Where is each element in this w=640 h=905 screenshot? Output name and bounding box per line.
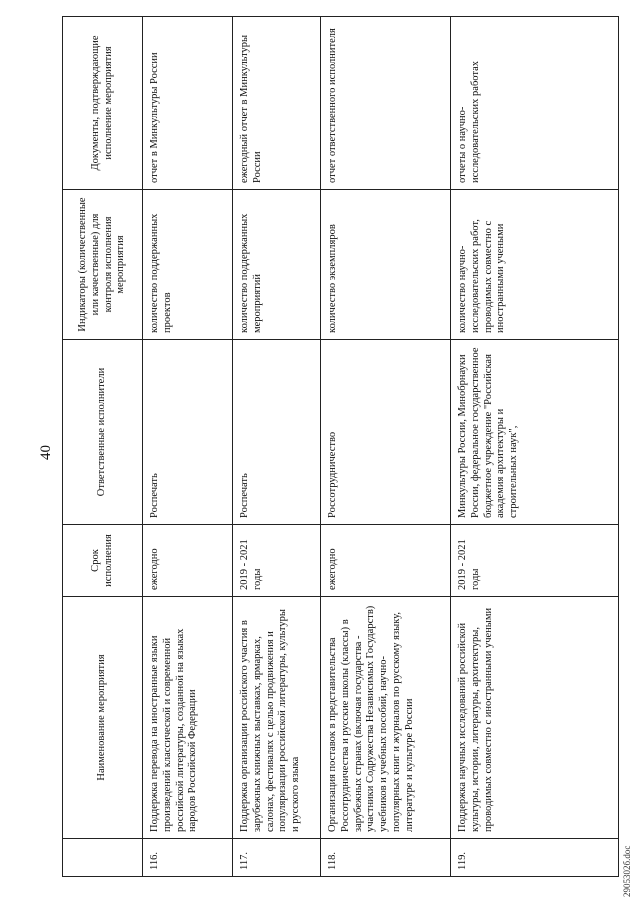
row-number: 119. (451, 839, 619, 877)
row-documents: ежегодный отчет в Минкультуры России (233, 17, 321, 190)
row-number: 118. (321, 839, 451, 877)
row-executors: Роспечать (233, 340, 321, 525)
row-indicators: количество поддержанных мероприятий (233, 190, 321, 340)
header-executors: Ответственные исполнители (63, 340, 143, 525)
activities-table (62, 16, 619, 877)
row-documents: отчет в Минкультуры России (143, 17, 233, 190)
row-name: Поддержка организации российского участия в зарубежных книжных выставках, ярмарках, салонах, фестивалях с целью продвижения и популяризации российской литературы, культуры и русского языка (233, 597, 321, 839)
row-indicators: количество экземпляров (321, 190, 451, 340)
row-executors: Минкультуры России, Минобрнауки России, федеральное государственное бюджетное учреждение "Российская академия архитектуры и строительных наук", (451, 340, 619, 525)
table-row (143, 17, 233, 877)
row-term: 2019 - 2021 годы (233, 525, 321, 597)
table-row (321, 17, 451, 877)
header-number (63, 839, 143, 877)
header-documents: Документы, подтверждающие исполнение мероприятия (63, 17, 143, 190)
row-term: ежегодно (321, 525, 451, 597)
table-row (451, 17, 619, 877)
row-documents: отчет ответственного исполнителя (321, 17, 451, 190)
row-indicators: количество поддержанных проектов (143, 190, 233, 340)
table-header-row (63, 17, 143, 877)
document-footer-code: 2905302б.doc (622, 845, 632, 897)
row-name: Поддержка научных исследований российской культуры, истории, литературы, архитектуры, проводимых совместно с иностранными учеными (451, 597, 619, 839)
row-indicators: количество научно-исследовательских работ, проводимых совместно с иностранными учеными (451, 190, 619, 340)
row-documents: отчеты о научно-исследовательских работах (451, 17, 619, 190)
row-executors: Россотрудничество (321, 340, 451, 525)
header-term: Срок исполнения (63, 525, 143, 597)
row-name: Организация поставок в представительства Россотрудничества и русские школы (классы) в зарубежных странах (включая государства - участники Содружества Независимых Государств) учебников и учебных пособий, научно-популярных книг и журналов по русскому языку, литературе и культуре России (321, 597, 451, 839)
row-term: ежегодно (143, 525, 233, 597)
row-executors: Роспечать (143, 340, 233, 525)
row-term: 2019 - 2021 годы (451, 525, 619, 597)
row-number: 117. (233, 839, 321, 877)
table-row (233, 17, 321, 877)
row-name: Поддержка перевода на иностранные языки произведений классической и современной российской литературы, созданной на языках народов Российской Федерации (143, 597, 233, 839)
row-number: 116. (143, 839, 233, 877)
header-indicators: Индикаторы (количественные или качественные) для контроля исполнения мероприятия (63, 190, 143, 340)
header-name: Наименование мероприятия (63, 597, 143, 839)
page-number: 40 (38, 445, 54, 460)
